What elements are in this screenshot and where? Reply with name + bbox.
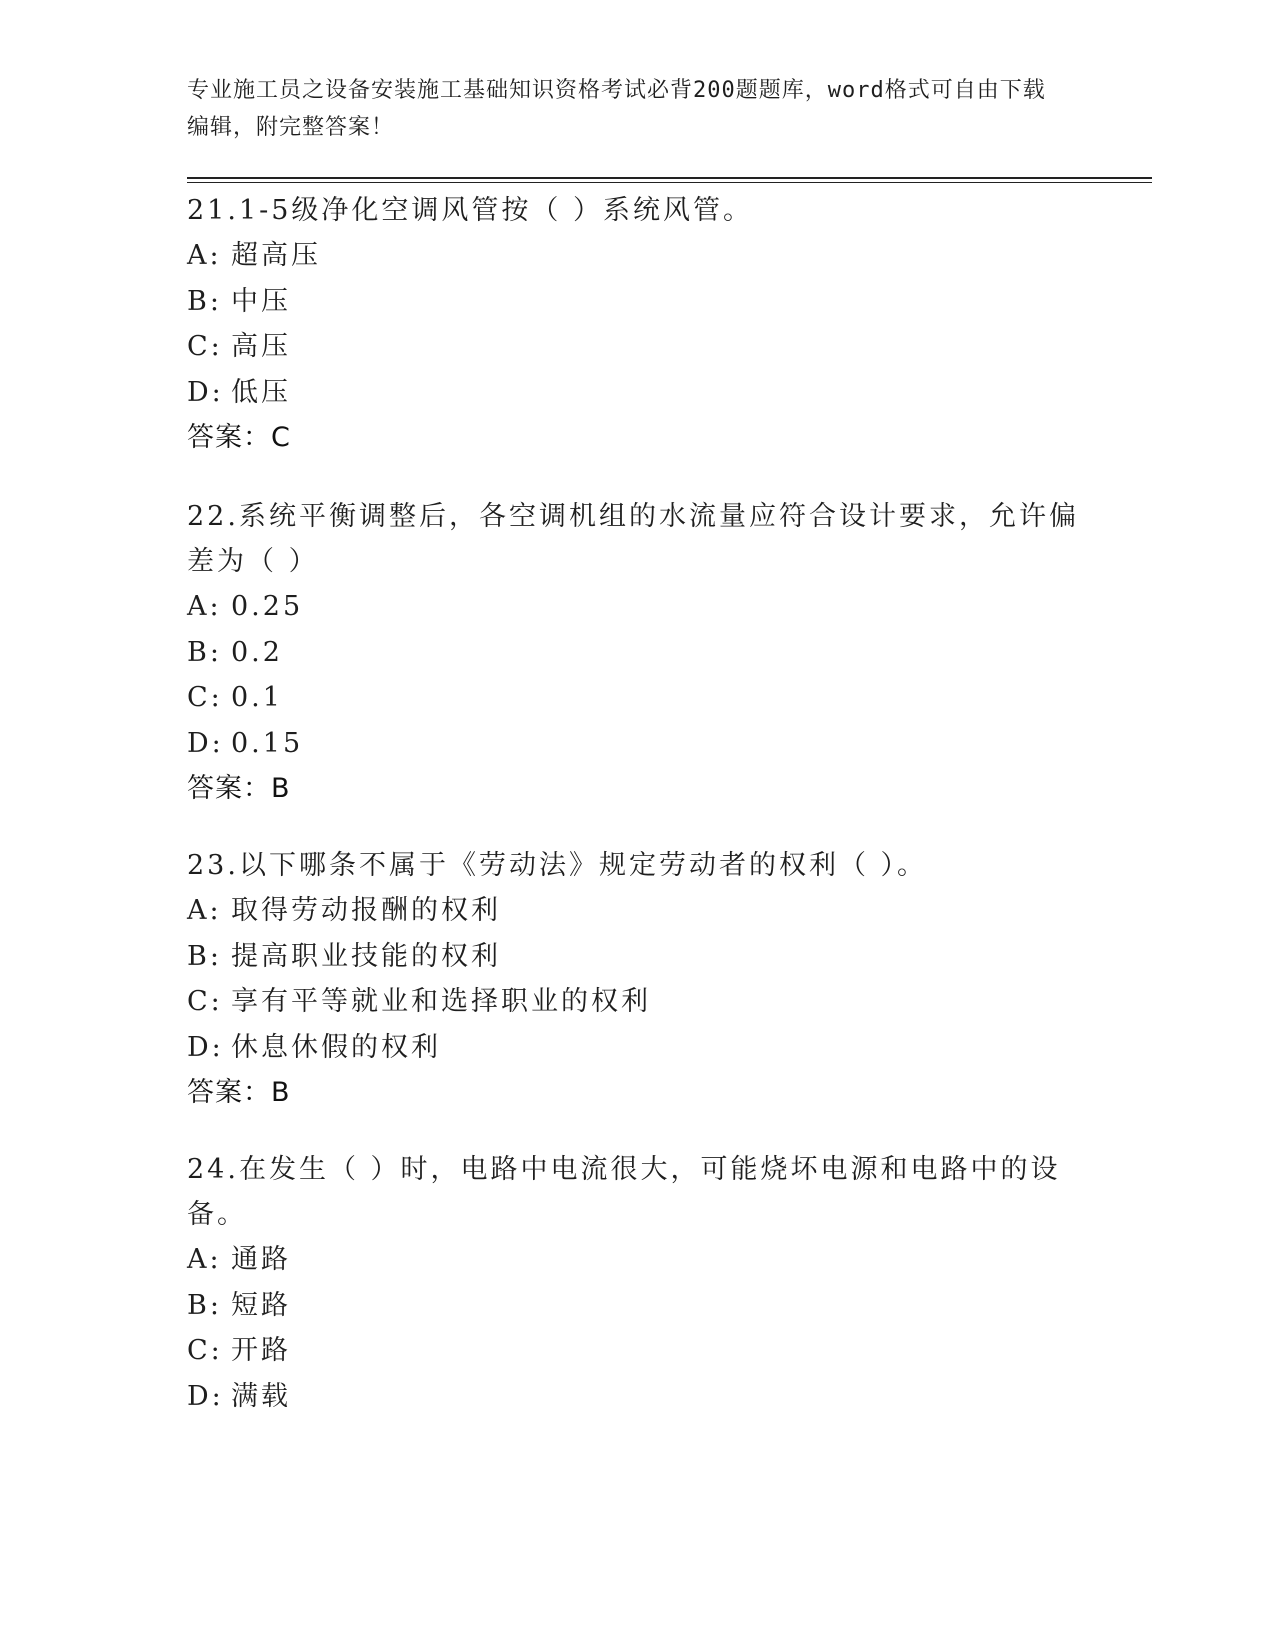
question-text: 1-5级净化空调风管按（ ）系统风管。: [238, 195, 754, 226]
option-letter: A:: [187, 240, 222, 271]
option-text: 中压: [231, 285, 291, 317]
option-c: [187, 979, 1087, 1025]
option-a: [187, 888, 1087, 934]
question-text: 在发生（ ）时，电路中电流很大，可能烧坏电源和电路中的设备。: [187, 1154, 1061, 1230]
option-letter: C:: [187, 682, 223, 714]
option-letter: B:: [187, 940, 222, 972]
option-letter: D:: [187, 1380, 224, 1412]
option-b: [187, 630, 1087, 676]
question-number: 23.: [187, 850, 239, 881]
option-text: 高压: [231, 331, 291, 363]
question-stem: [187, 843, 1087, 888]
option-a: [187, 233, 1087, 279]
answer-line: 答案：B: [187, 1077, 291, 1109]
option-text: 通路: [231, 1244, 291, 1275]
question-number: 24.: [187, 1154, 239, 1185]
option-text: 开路: [231, 1335, 291, 1367]
option-text: 取得劳动报酬的权利: [231, 895, 501, 926]
option-letter: A:: [187, 895, 222, 926]
option-text: 0.2: [231, 636, 283, 668]
option-letter: D:: [187, 376, 224, 408]
option-c: [187, 675, 1087, 721]
option-c: [187, 1328, 1087, 1374]
option-text: 低压: [231, 376, 291, 408]
option-letter: C:: [187, 1335, 223, 1367]
question-stem: [187, 188, 1087, 233]
question-number: 21.: [187, 195, 239, 226]
option-letter: C:: [187, 986, 223, 1018]
question-number: 22.: [187, 501, 239, 532]
option-text: 0.15: [231, 727, 304, 759]
header-divider-thick: [187, 177, 1152, 179]
option-letter: A:: [187, 1244, 222, 1275]
question-21: [187, 188, 1087, 460]
option-b: [187, 1283, 1087, 1329]
question-24: [187, 1147, 1087, 1419]
option-letter: B:: [187, 636, 222, 668]
header-divider-thin: [187, 182, 1152, 183]
document-title: 专业施工员之设备安装施工基础知识资格考试必背200题题库，word格式可自由下载编辑，附完整答案！: [187, 78, 1046, 140]
option-text: 0.25: [231, 591, 304, 622]
option-d: [187, 1374, 1087, 1420]
option-text: 享有平等就业和选择职业的权利: [231, 986, 651, 1018]
option-c: [187, 324, 1087, 370]
option-b: [187, 279, 1087, 325]
question-22: [187, 494, 1087, 811]
option-letter: C:: [187, 331, 223, 363]
answer-line: 答案：B: [187, 773, 291, 805]
answer-line: 答案：C: [187, 422, 291, 454]
option-text: 提高职业技能的权利: [231, 940, 501, 972]
question-stem: [187, 494, 1087, 584]
option-letter: B:: [187, 1289, 222, 1321]
option-letter: A:: [187, 591, 222, 622]
option-b: [187, 934, 1087, 980]
option-d: [187, 370, 1087, 416]
option-text: 休息休假的权利: [231, 1031, 441, 1063]
option-letter: B:: [187, 285, 222, 317]
option-a: [187, 1237, 1087, 1283]
option-d: [187, 721, 1087, 767]
question-23: [187, 843, 1087, 1115]
option-text: 0.1: [231, 682, 283, 714]
question-text: 系统平衡调整后，各空调机组的水流量应符合设计要求，允许偏差为（ ）: [187, 501, 1079, 577]
option-a: [187, 584, 1087, 630]
document-header: [187, 72, 1067, 146]
option-text: 短路: [231, 1289, 291, 1321]
option-d: [187, 1025, 1087, 1071]
question-stem: [187, 1147, 1087, 1237]
option-letter: D:: [187, 1031, 224, 1063]
question-text: 以下哪条不属于《劳动法》规定劳动者的权利（ ）。: [238, 850, 928, 881]
option-text: 满载: [231, 1380, 291, 1412]
option-letter: D:: [187, 727, 224, 759]
option-text: 超高压: [231, 240, 321, 271]
